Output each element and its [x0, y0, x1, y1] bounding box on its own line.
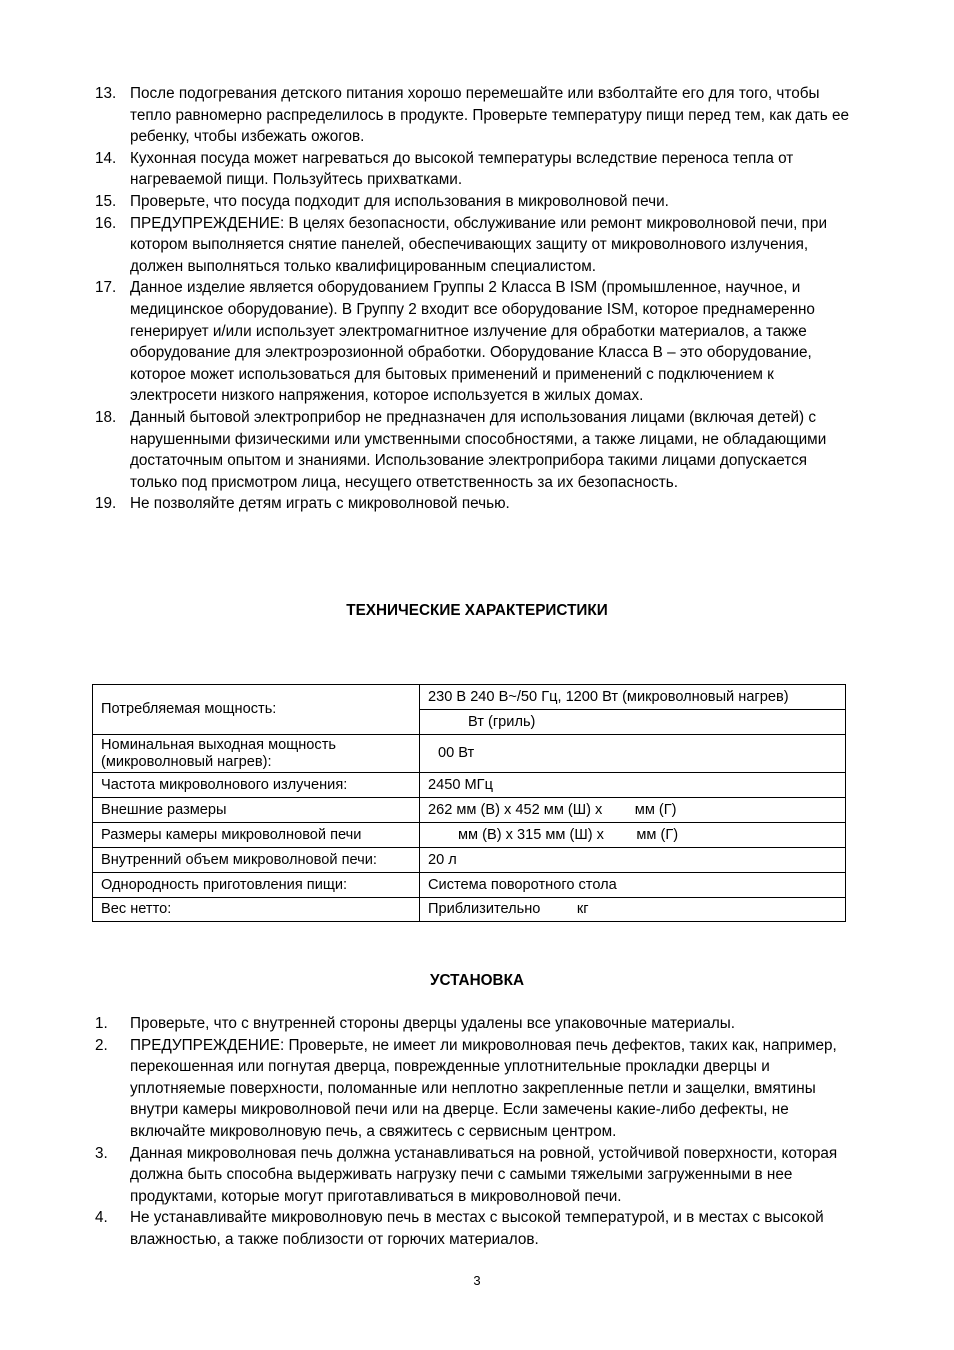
spec-value: 20 л [420, 848, 846, 873]
item-text: Данная микроволновая печь должна устанавливаться на ровной, устойчивой поверхности, которая должна быть способна выдерживать нагрузку печи с самыми тяжелыми загруженными в нее продуктами, которые могут приготавливаться в микроволновой печи. [130, 1144, 838, 1205]
spec-label: Потребляемая мощность: [93, 685, 420, 735]
item-text: Не устанавливайте микроволновую печь в местах с высокой температурой, и в местах с высокой влажностью, а также поблизости от горючих материалов. [130, 1209, 824, 1248]
list-item [95, 493, 855, 515]
install-list [95, 1013, 855, 1251]
spec-value: 2450 МГц [420, 773, 846, 798]
spec-value: 262 мм (В) х 452 мм (Ш) х мм (Г) [420, 798, 846, 823]
spec-label: Номинальная выходная мощность (микроволновый нагрев): [93, 735, 420, 773]
item-number: 19. [95, 495, 117, 513]
item-text: Кухонная посуда может нагреваться до высокой температуры вследствие переноса тепла от нагреваемой пищи. Пользуйтесь прихватками. [130, 149, 794, 189]
spec-value: Приблизительно кг [420, 898, 846, 922]
item-number: 1. [95, 1015, 108, 1032]
list-item [95, 191, 855, 213]
item-number: 16. [95, 214, 117, 232]
spec-label: Размеры камеры микроволновой печи [93, 823, 420, 848]
item-text: Данное изделие является оборудованием Группы 2 Класса B ISM (промышленное, научное, и медицинское оборудование). В Группу 2 входит все оборудование ISM, которое преднамеренно генерирует и/или использует электромагнитное излучение для обработки материалов, а также оборудование для электроэрозионной обработки. Оборудование Класса B – это оборудование, которое может использоваться для бытовых применений и применений с подключением к электросети низкого напряжения, которое используется в жилых домах. [130, 279, 815, 405]
item-text: Не позволяйте детям играть с микроволновой печью. [130, 495, 510, 513]
install-heading: УСТАНОВКА [430, 972, 524, 989]
item-number: 13. [95, 85, 117, 102]
list-item [95, 1013, 855, 1035]
spec-label: Внешние размеры [93, 798, 420, 823]
list-item [95, 213, 855, 278]
spec-value: 00 Вт [420, 735, 846, 773]
item-text: Проверьте, что с внутренней стороны дверцы удалены все упаковочные материалы. [130, 1015, 736, 1032]
item-number: 18. [95, 408, 117, 426]
safety-list [95, 83, 855, 515]
spec-value: мм (В) х 315 мм (Ш) х мм (Г) [420, 823, 846, 848]
spec-label: Частота микроволнового излучения: [93, 773, 420, 798]
list-item [95, 277, 855, 407]
spec-label: Вес нетто: [93, 898, 420, 922]
item-text: ПРЕДУПРЕЖДЕНИЕ: Проверьте, не имеет ли микроволновая печь дефектов, таких как, например, перекошенная или погнутая дверца, поврежденные уплотнительные прокладки дверцы и уплотняемые поверхности, поломанные или неплотно закрепленные петли и защелки, вмятины внутри камеры микроволновой печи или на дверце. Если замечены какие-либо дефекты, не включайте микроволновую печь, а свяжитесь с сервисным центром. [130, 1036, 837, 1140]
spec-value: 230 В 240 В~/50 Гц, 1200 Вт (микроволновый нагрев) [420, 685, 846, 710]
specs-heading: ТЕХНИЧЕСКИЕ ХАРАКТЕРИСТИКИ [346, 602, 608, 619]
spec-label: Внутренний объем микроволновой печи: [93, 848, 420, 873]
list-item [95, 83, 855, 148]
item-number: 15. [95, 192, 117, 210]
list-item [95, 407, 855, 493]
specs-table [92, 684, 846, 922]
list-item [95, 148, 855, 191]
item-text: После подогревания детского питания хорошо перемешайте или взболтайте его для того, чтобы тепло равномерно распределилось в продукте. Проверьте температуру пищи перед тем, как дать ее ребенку, чтобы избежать ожогов. [130, 85, 850, 146]
item-text: Данный бытовой электроприбор не предназначен для использования лицами (включая детей) с нарушенными физическими или умственными способностями, а также лицами, не обладающими достаточным опытом и знаниями. Использование электроприбора такими лицами допускается только под присмотром лица, несущего ответственность за их безопасность. [130, 408, 827, 491]
list-item [95, 1143, 855, 1208]
item-number: 14. [95, 149, 117, 167]
spec-value: Вт (гриль) [420, 710, 846, 735]
item-number: 3. [95, 1144, 108, 1162]
item-number: 17. [95, 279, 117, 297]
item-text: ПРЕДУПРЕЖДЕНИЕ: В целях безопасности, обслуживание или ремонт микроволновой печи, при котором выполняется снятие панелей, обеспечивающих защиту от микроволнового излучения, должен выполняться только квалифицированным специалистом. [130, 214, 827, 275]
spec-value: Система поворотного стола [420, 873, 846, 898]
item-number: 4. [95, 1209, 108, 1227]
list-item [95, 1207, 855, 1250]
spec-label: Однородность приготовления пищи: [93, 873, 420, 898]
list-item [95, 1035, 855, 1143]
item-number: 2. [95, 1036, 108, 1054]
item-text: Проверьте, что посуда подходит для использования в микроволновой печи. [130, 192, 669, 210]
page-number: 3 [473, 1273, 481, 1288]
